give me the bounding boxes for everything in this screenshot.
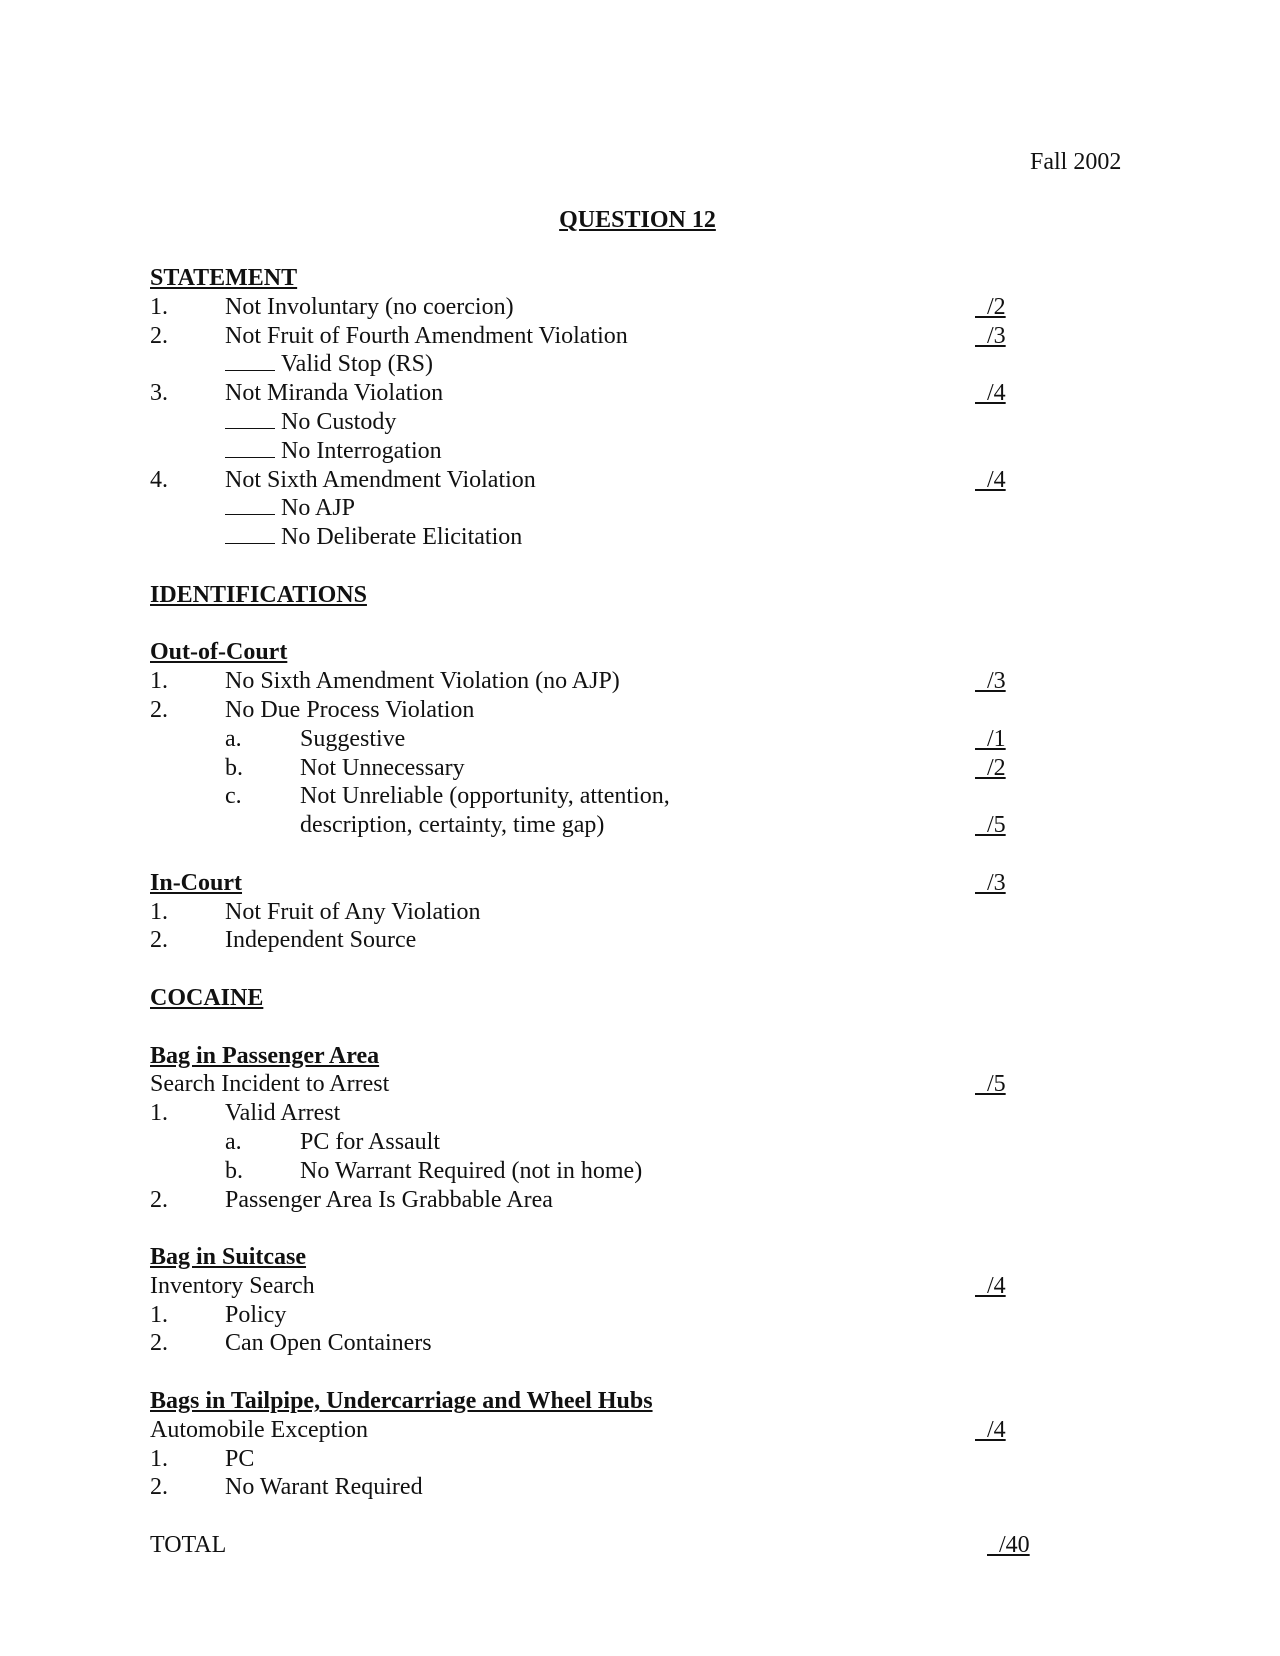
item-text: Passenger Area Is Grabbable Area <box>225 1186 553 1213</box>
item-number: 2. <box>150 322 168 349</box>
outline-row <box>150 1099 1070 1128</box>
item-text: Policy <box>225 1301 287 1328</box>
points-score: /3 <box>987 869 1006 896</box>
item-number: 2. <box>150 927 168 954</box>
item-text: Not Fruit of Any Violation <box>225 898 481 925</box>
check-text: No Deliberate Elicitation <box>281 524 523 551</box>
item-text: PC <box>225 1445 255 1472</box>
item-number: 1. <box>150 1445 168 1472</box>
outline-row <box>150 1445 1070 1474</box>
total-label: TOTAL <box>150 1532 227 1559</box>
item-text: No Due Process Violation <box>225 696 475 723</box>
points-score: /2 <box>987 293 1006 320</box>
section-statement <box>150 264 1070 293</box>
outline-row <box>150 293 1070 322</box>
item-text: Not Fruit of Fourth Amendment Violation <box>225 322 628 349</box>
item-text: No Warant Required <box>225 1474 423 1501</box>
item-text-continued: description, certainty, time gap) <box>300 812 605 839</box>
item-letter: c. <box>225 783 242 810</box>
outline-row <box>150 1473 1070 1502</box>
outline-subrow <box>150 1157 1070 1186</box>
points-score: /3 <box>987 668 1006 695</box>
check-blank <box>225 350 275 371</box>
rule-text: Inventory Search <box>150 1272 315 1299</box>
outline-subrow <box>150 754 1070 783</box>
outline-row <box>150 667 1070 696</box>
rule-row <box>150 1416 1070 1445</box>
subsection-passenger-area <box>150 1042 1070 1071</box>
subsection-heading: Bag in Passenger Area <box>150 1042 380 1069</box>
checklist-row <box>150 408 1070 437</box>
item-text: Not Unnecessary <box>300 754 465 781</box>
check-blank <box>225 437 275 458</box>
item-text: Independent Source <box>225 927 417 954</box>
question-title: QUESTION 12 <box>559 207 716 233</box>
outline-row <box>150 696 1070 725</box>
outline-subrow <box>150 725 1070 754</box>
points-score: /5 <box>987 812 1006 839</box>
item-number: 1. <box>150 898 168 925</box>
item-text: Valid Arrest <box>225 1100 341 1127</box>
outline-row <box>150 898 1070 927</box>
points-score: /3 <box>987 322 1006 349</box>
outline-row <box>150 926 1070 955</box>
rule-row <box>150 1070 1070 1099</box>
check-text: No AJP <box>281 495 356 522</box>
subsection-tailpipe <box>150 1387 1070 1416</box>
answer-outline <box>150 264 1070 1560</box>
item-number: 3. <box>150 380 168 407</box>
section-heading: COCAINE <box>150 984 264 1011</box>
item-number: 2. <box>150 1186 168 1213</box>
item-text: Not Involuntary (no coercion) <box>225 293 514 320</box>
check-blank <box>225 523 275 544</box>
points-score: /1 <box>987 725 1006 752</box>
points-score: /4 <box>987 1272 1006 1299</box>
subsection-heading: Out-of-Court <box>150 639 288 666</box>
item-number: 2. <box>150 1330 168 1357</box>
check-text: No Interrogation <box>281 437 442 464</box>
outline-subrow <box>150 782 1070 811</box>
checklist-row <box>150 494 1070 523</box>
points-score: /4 <box>987 380 1006 407</box>
rule-row <box>150 1272 1070 1301</box>
item-text: Not Miranda Violation <box>225 380 444 407</box>
item-text: PC for Assault <box>300 1128 441 1155</box>
section-cocaine <box>150 984 1070 1013</box>
item-number: 2. <box>150 1474 168 1501</box>
item-text: No Sixth Amendment Violation (no AJP) <box>225 668 620 695</box>
checklist-row <box>150 437 1070 466</box>
item-letter: a. <box>225 1128 242 1155</box>
points-score: /4 <box>987 1416 1006 1443</box>
points-score: /4 <box>987 466 1006 493</box>
checklist-row <box>150 523 1070 552</box>
total-row <box>150 1531 1070 1560</box>
section-heading: IDENTIFICATIONS <box>150 581 367 608</box>
item-letter: b. <box>225 1157 243 1184</box>
check-blank <box>225 494 275 515</box>
rule-text: Search Incident to Arrest <box>150 1071 390 1098</box>
points-score: /5 <box>987 1071 1006 1098</box>
check-text: Valid Stop (RS) <box>281 351 434 378</box>
item-text: Can Open Containers <box>225 1330 432 1357</box>
outline-subrow <box>150 1128 1070 1157</box>
item-text: Suggestive <box>300 725 406 752</box>
check-blank <box>225 408 275 429</box>
item-number: 2. <box>150 696 168 723</box>
outline-subrow <box>150 811 1070 840</box>
subsection-heading: In-Court <box>150 869 243 896</box>
item-letter: a. <box>225 725 242 752</box>
outline-row <box>150 322 1070 351</box>
term-label: Fall 2002 <box>1030 149 1122 175</box>
subsection-out-of-court <box>150 638 1070 667</box>
subsection-heading: Bag in Suitcase <box>150 1244 307 1271</box>
item-number: 1. <box>150 668 168 695</box>
outline-row <box>150 1186 1070 1215</box>
subsection-suitcase <box>150 1243 1070 1272</box>
item-text: Not Sixth Amendment Violation <box>225 466 536 493</box>
rule-text: Automobile Exception <box>150 1416 368 1443</box>
total-points: /40 <box>999 1532 1030 1559</box>
section-heading: STATEMENT <box>150 265 298 291</box>
section-identifications <box>150 581 1070 610</box>
outline-row <box>150 466 1070 495</box>
item-number: 1. <box>150 1100 168 1127</box>
item-letter: b. <box>225 754 243 781</box>
points-score: /2 <box>987 754 1006 781</box>
item-number: 1. <box>150 1301 168 1328</box>
outline-row <box>150 1301 1070 1330</box>
subsection-heading: Bags in Tailpipe, Undercarriage and Wheel Hubs <box>150 1388 653 1415</box>
subsection-in-court <box>150 869 1070 898</box>
outline-row <box>150 1329 1070 1358</box>
check-text: No Custody <box>281 408 397 435</box>
item-number: 1. <box>150 293 168 320</box>
checklist-row <box>150 350 1070 379</box>
item-text: No Warrant Required (not in home) <box>300 1157 643 1184</box>
item-number: 4. <box>150 466 168 493</box>
outline-row <box>150 379 1070 408</box>
item-text: Not Unreliable (opportunity, attention, <box>300 783 670 810</box>
